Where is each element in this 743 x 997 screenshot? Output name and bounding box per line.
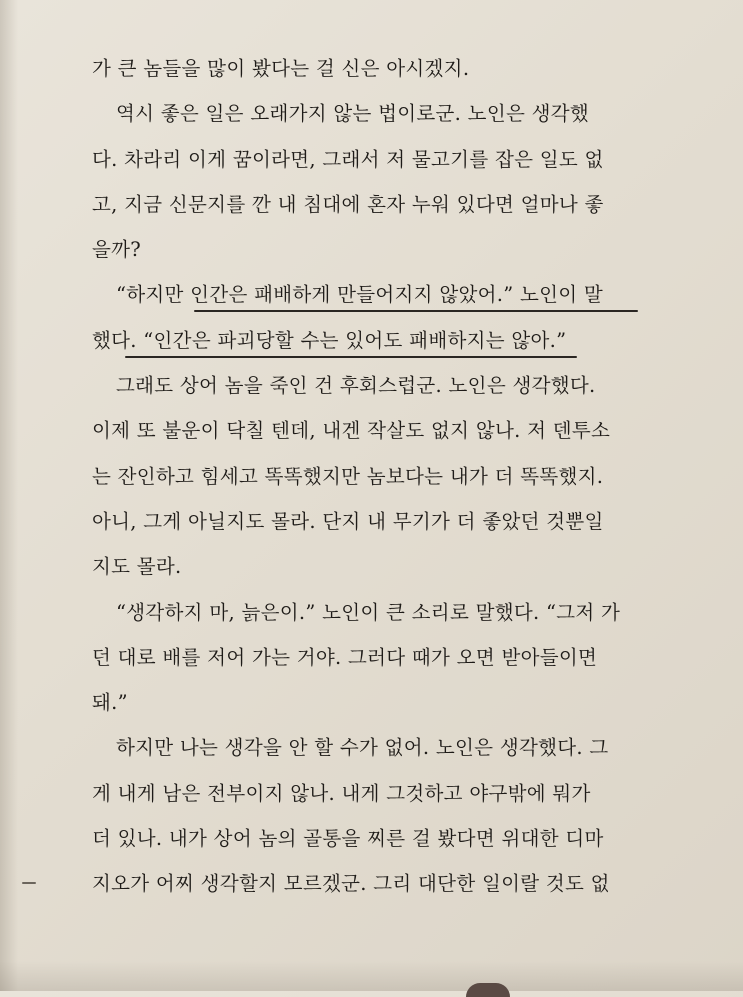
text-line: 을까? xyxy=(92,238,142,262)
text-line: 더 있나. 내가 상어 놈의 골통을 찌른 걸 봤다면 위대한 디마 xyxy=(92,827,604,851)
text-line: 가 큰 놈들을 많이 봤다는 걸 신은 아시겠지. xyxy=(92,57,470,80)
text-line: 는 잔인하고 힘세고 똑똑했지만 놈보다는 내가 더 똑똑했지. xyxy=(92,464,604,488)
text-line: 역시 좋은 일은 오래가지 않는 법이로군. 노인은 생각했 xyxy=(116,102,590,126)
text-line: 다. 차라리 이게 꿈이라면, 그래서 저 물고기를 잡은 일도 없 xyxy=(92,147,604,171)
text-line: 게 내게 남은 전부이지 않나. 내게 그것하고 야구밖에 뭐가 xyxy=(92,781,591,805)
underlined-quote-line xyxy=(92,318,652,363)
text-line: 지도 몰라. xyxy=(92,555,182,579)
text-line: 고, 지금 신문지를 깐 내 침대에 혼자 누워 있다면 얼마나 좋 xyxy=(92,192,604,216)
text-line: “하지만 인간은 패배하게 만들어지지 않았어.” 노인이 말 xyxy=(116,283,604,307)
text-line: 지오가 어찌 생각할지 모르겠군. 그리 대단한 일이랄 것도 없 xyxy=(92,872,610,896)
underlined-quote-line xyxy=(92,272,652,317)
text-line: 했다. “인간은 파괴당할 수는 있어도 패배하지는 않아.” xyxy=(92,328,567,352)
page-edge-shadow xyxy=(0,0,18,991)
margin-mark xyxy=(22,882,36,884)
text-line: 돼.” xyxy=(92,691,128,715)
text-line: 그래도 상어 놈을 죽인 건 후회스럽군. 노인은 생각했다. xyxy=(116,374,596,398)
text-line: 던 대로 배를 저어 가는 거야. 그러다 때가 오면 받아들이면 xyxy=(92,645,598,669)
text-line: 하지만 나는 생각을 안 할 수가 없어. 노인은 생각했다. 그 xyxy=(116,736,609,760)
page-bottom-shadow xyxy=(0,961,743,991)
text-line: 아니, 그게 아닐지도 몰라. 단지 내 무기가 더 좋았던 것뿐일 xyxy=(92,509,604,533)
text-line: 이제 또 불운이 닥칠 텐데, 내겐 작살도 없지 않나. 저 덴투소 xyxy=(92,419,611,443)
pen-underline xyxy=(125,356,577,358)
text-line: “생각하지 마, 늙은이.” 노인이 큰 소리로 말했다. “그저 가 xyxy=(116,600,621,624)
finger-shadow xyxy=(466,983,510,997)
pen-underline xyxy=(194,310,638,312)
book-page-text xyxy=(92,46,652,907)
